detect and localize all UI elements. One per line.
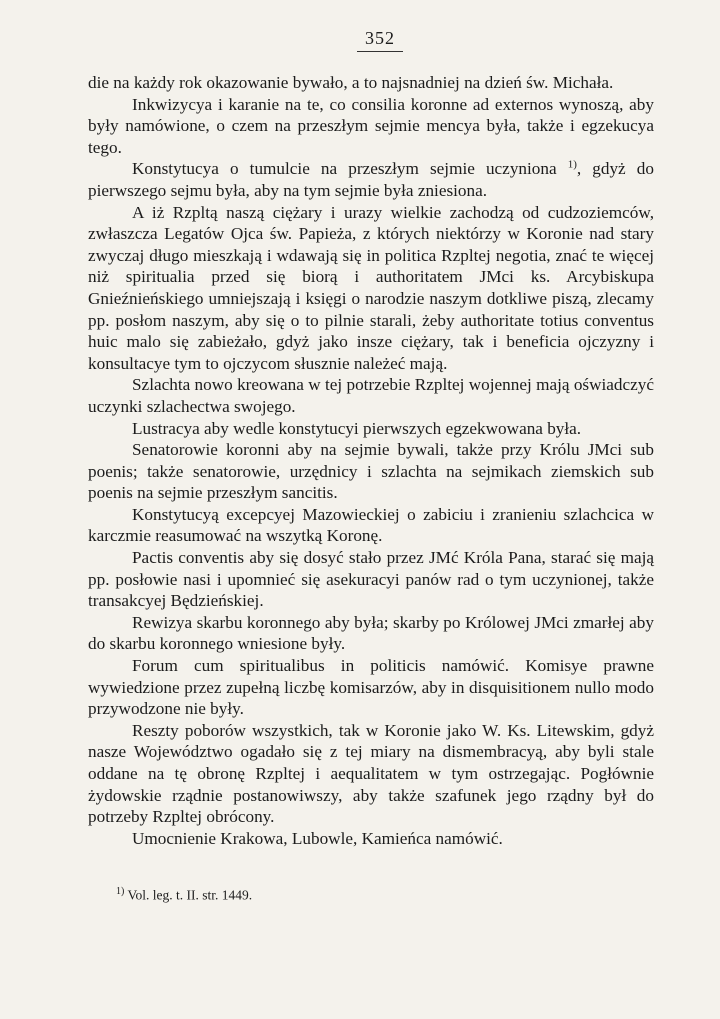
- body-text: [88, 72, 654, 849]
- page-number: [106, 28, 654, 52]
- paragraph-7: Senatorowie koronni aby na sejmie bywali, także przy Królu JMci sub poenis; także senatorowie, urzędnicy i szlachta na sejmikach ziemskich sub poenis na sejmie przeszłym sancitis.: [88, 440, 654, 503]
- paragraph-6: Lustracya aby wedle konstytucyi pierwszych egzekwowana była.: [132, 418, 582, 438]
- paragraph-4: A iż Rzpltą naszą ciężary i urazy wielkie zachodzą od cudzoziemców, zwłaszcza Legatów Ojca św. Papieża, z których niektórzy w Koronie nad stary zwyczaj długo mieszkają i wdawają się in politica Rzpltej negotia, znać te więcej niż spiritualia przed się biorą i authoritatem JMci ks. Arcybiskupa Gnieźnieńskiego umniejszają i księgi o narodzie naszym dotkliwe piszą, zlecamy pp. posłom naszym, aby się o to pilnie starali, żeby authoritate totius conventus huic malo się zabieżało, gdyż jako insze ciężary, tak i beneficia ojczyzny i konsultacye tym to ojczycom słusznie należeć mają.: [88, 202, 654, 373]
- paragraph-5: Szlachta nowo kreowana w tej potrzebie Rzpltej wojennej mają oświadczyć uczynki szlachectwa swojego.: [88, 375, 654, 416]
- paragraph-1: die na każdy rok okazowanie bywało, a to najsnadniej na dzień św. Michała.: [88, 73, 614, 92]
- paragraph-3: [88, 158, 654, 201]
- paragraph-10: Rewizya skarbu koronnego aby była; skarby po Królowej JMci zmarłej aby do skarbu koronnego wniesione były.: [88, 612, 654, 654]
- paragraph-13: Umocnienie Krakowa, Lubowle, Kamieńca namówić.: [132, 828, 503, 848]
- paragraph-9: Pactis conventis aby się dosyć stało przez JMć Króla Pana, starać się mają pp. posłowie nasi i upomnieć się asekuracyi panów rad o tym uczynionej, także transakcyej Będzieńskiej.: [88, 548, 654, 611]
- footnote-text: Vol. leg. t. II. str. 1449.: [127, 887, 253, 903]
- footnote-reference: 1): [567, 158, 577, 171]
- paragraph-2: Inkwizycya i karanie na te, co consilia koronne ad externos wynoszą, aby były namówione, o czem na przeszłym sejmie mencya była, także i egzekucya tego.: [88, 94, 654, 157]
- footnotes: [116, 883, 654, 905]
- page: [88, 28, 654, 905]
- footnote-mark: 1): [116, 886, 125, 898]
- paragraph-3-tail: , gdyż do pierwszego sejmu była, aby na tym sejmie była zniesiona.: [88, 159, 654, 200]
- paragraph-3-text: Konstytucya o tumulcie na przeszłym sejmie uczyniona: [132, 159, 557, 179]
- paragraph-8: Konstytucyą excepcyej Mazowieckiej o zabiciu i zranieniu szlachcica w karczmie reasumować na wszytką Koronę.: [88, 504, 654, 546]
- page-number-text: 352: [357, 28, 403, 52]
- paragraph-12: Reszty poborów wszystkich, tak w Koronie jako W. Ks. Litewskim, gdyż nasze Województwo ogadało się z tej miary na dismembracyą, aby byli stale oddane na tę obronę Rzpltej i aequalitatem w tym ostrzegając. Pogłównie żydowskie rządnie postanowiwszy, aby także szafunek jego rządny był do potrzeby Rzpltej obrócony.: [88, 720, 654, 827]
- paragraph-11: Forum cum spiritualibus in politicis namówić. Komisye prawne wywiedzione przez zupełną liczbę komisarzów, aby in disquisitionem nullo modo przywodzone nie były.: [88, 656, 654, 719]
